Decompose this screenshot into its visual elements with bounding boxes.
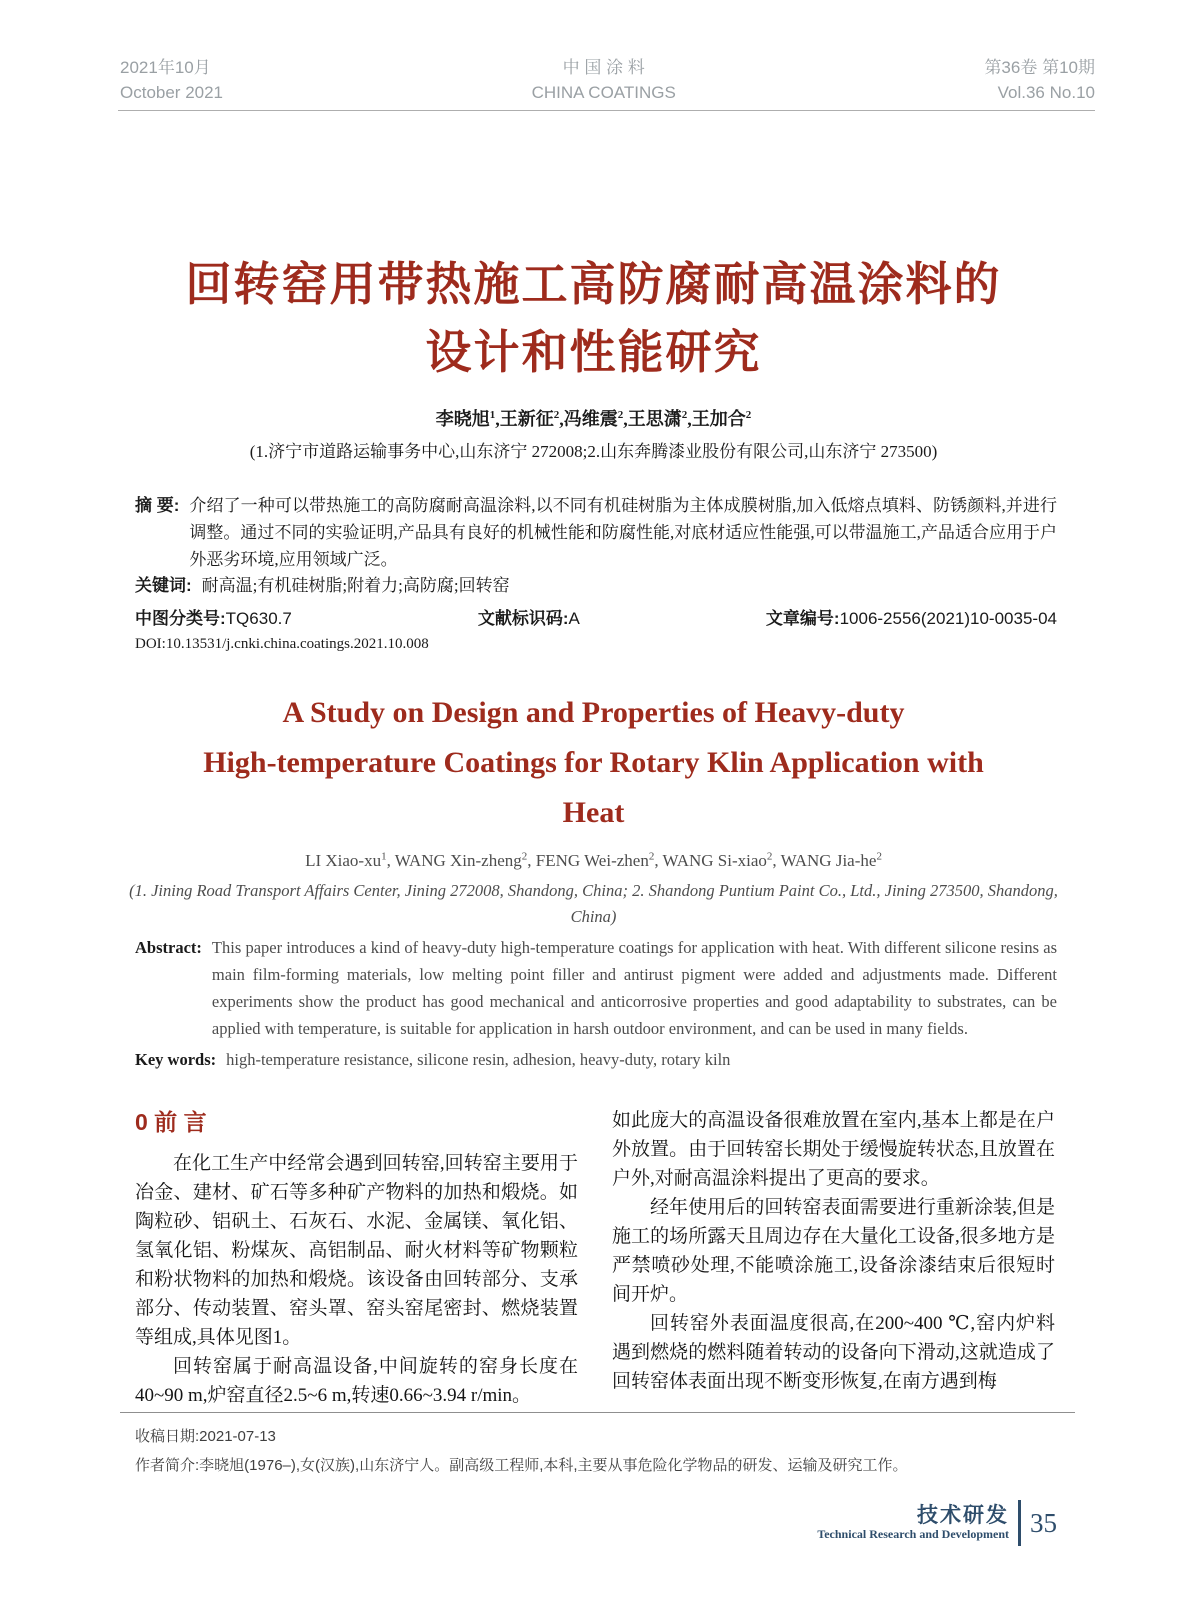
author-cn [436, 409, 500, 429]
author-separator: , [687, 409, 692, 429]
article-title-cn [0, 250, 1187, 386]
author-name: LI Xiao-xu [305, 850, 382, 870]
article-title-en-line1: A Study on Design and Properties of Heavy-duty [282, 696, 905, 729]
author-affil-sup: 1 [381, 850, 387, 862]
column-title-en: Technical Research and Development [817, 1527, 1009, 1541]
footnote [135, 1422, 1067, 1480]
header-date-cn: 2021年10月 [120, 58, 211, 77]
abstract-cn-text: 介绍了一种可以带热施工的高防腐耐高温涂料,以不同有机硅树脂为主体成膜树脂,加入低熔点填料、防锈颜料,并进行调整。通过不同的实验证明,产品具有良好的机械性能和防腐性能,对底材适应性能强,可以带温施工,产品适合应用于户外恶劣环境,应用领域广泛。 [189, 496, 1057, 569]
author-affil-sup: 2 [766, 850, 773, 862]
affiliation-cn: (1.济宁市道路运输事务中心,山东济宁 272008;2.山东奔腾漆业股份有限公司,山东济宁 273500) [249, 442, 938, 461]
author-cn [500, 409, 564, 429]
article-title-en [0, 688, 1187, 838]
abstract-en-text: This paper introduces a kind of heavy-duty high-temperature coatings for application with heat. With different silicone resins as main film-forming materials, low melting point filler and antirust pigment were added and adjustments made. Different experiments show the product has good mechanical and anticorrosive properties and good adaptability to substrates, can be applied with temperature, is suitable for application in harsh outdoor environment, and can be used in many fields. [211, 938, 1057, 1038]
keywords-en-text: high-temperature resistance, silicone resin, adhesion, heavy-duty, rotary kiln [226, 1050, 731, 1069]
article-title-en-line3: Heat [562, 796, 625, 829]
column-title-cn: 技术研发 [917, 1504, 1009, 1527]
clc-label: 中图分类号: [135, 609, 226, 628]
author-name: 王加合 [691, 409, 746, 429]
body-paragraph: 回转窑外表面温度很高,在200~400 ℃,窑内炉料遇到燃烧的燃料随着转动的设备向下滑动,这就造成了回转窑体表面出现不断变形恢复,在南方遇到梅 [612, 1313, 1055, 1392]
body-paragraph: 如此庞大的高温设备很难放置在室内,基本上都是在户外放置。由于回转窑长期处于缓慢旋转状态,且放置在户外,对耐高温涂料提出了更高的要求。 [612, 1110, 1055, 1189]
author-affil-sup: 2 [521, 850, 528, 862]
article-body [135, 1106, 1055, 1410]
author-separator: , [386, 850, 395, 870]
author-separator: , [654, 850, 663, 870]
author-affil-sup: 2 [648, 850, 655, 862]
header-divider [118, 110, 1095, 111]
running-head [120, 55, 1095, 105]
header-date-en: October 2021 [120, 83, 224, 102]
abstract-en-label: Abstract: [135, 938, 202, 957]
section-heading-0: 0 前 言 [135, 1109, 207, 1135]
author-en [305, 851, 395, 870]
author-affil-sup: 2 [553, 409, 560, 421]
body-column-right [612, 1106, 1055, 1410]
article-id-value: 1006-2556(2021)10-0035-04 [839, 609, 1057, 628]
article-id [766, 604, 1057, 629]
author-name: WANG Jia-he [780, 850, 877, 870]
author-separator: , [559, 409, 564, 429]
article-title-cn-line1: 回转窑用带热施工高防腐耐高温涂料的 [185, 258, 1002, 310]
received-date-row [135, 1422, 1067, 1451]
abstract-en [135, 934, 1057, 1042]
author-separator: , [495, 409, 500, 429]
header-issue-en: Vol.36 No.10 [997, 83, 1095, 102]
header-issue-cn: 第36卷 第10期 [984, 58, 1095, 77]
author-separator: , [772, 850, 781, 870]
author-separator: , [527, 850, 536, 870]
author-affil-sup: 2 [681, 409, 688, 421]
authors-en [0, 850, 1187, 871]
author-cn [628, 409, 692, 429]
article-title-cn-line2: 设计和性能研究 [425, 326, 762, 378]
page-number: 35 [1030, 1507, 1057, 1538]
abstract-cn-label: 摘 要: [135, 496, 180, 515]
keywords-cn [135, 572, 1057, 599]
page-footer-bar [1018, 1500, 1021, 1546]
received-date-label: 收稿日期: [135, 1428, 200, 1445]
authors-cn [0, 405, 1187, 431]
keywords-en [135, 1046, 1057, 1073]
keywords-cn-label: 关键词: [135, 576, 192, 595]
author-name: 王新征 [499, 409, 554, 429]
document-code [478, 604, 580, 629]
author-en [663, 851, 781, 870]
author-name: WANG Si-xiao [662, 850, 767, 870]
author-en [395, 851, 536, 870]
author-bio-label: 作者简介: [135, 1457, 200, 1474]
author-name: WANG Xin-zheng [394, 850, 522, 870]
author-en [536, 851, 663, 870]
body-column-left [135, 1106, 578, 1410]
author-cn [564, 409, 628, 429]
article-id-label: 文章编号: [765, 609, 840, 628]
body-paragraph: 经年使用后的回转窑表面需要进行重新涂装,但是施工的场所露天且周边存在大量化工设备,很多地方是严禁喷砂处理,不能喷涂施工,设备涂漆结束后很短时间开炉。 [612, 1197, 1055, 1305]
author-separator: , [623, 409, 628, 429]
classification-row [135, 604, 1057, 629]
header-date [120, 55, 223, 105]
author-affil-sup: 1 [489, 409, 496, 421]
document-code-label: 文献标识码: [477, 609, 569, 628]
header-journal-cn: 中 国 涂 料 [562, 58, 645, 77]
author-affil-sup: 2 [876, 850, 882, 862]
header-journal-en: CHINA COATINGS [531, 83, 676, 102]
keywords-cn-text: 耐高温;有机硅树脂;附着力;高防腐;回转窑 [201, 576, 510, 595]
clc-number [135, 604, 292, 629]
author-affil-sup: 2 [745, 409, 752, 421]
clc-value: TQ630.7 [225, 609, 292, 628]
author-name: 冯维震 [563, 409, 618, 429]
header-issue [984, 55, 1095, 105]
received-date-value: 2021-07-13 [199, 1428, 276, 1445]
author-en [781, 851, 882, 870]
article-title-en-line2: High-temperature Coatings for Rotary Klin Application with [203, 746, 984, 779]
abstract-cn [135, 492, 1057, 573]
header-journal [532, 55, 676, 105]
affiliation-en: (1. Jining Road Transport Affairs Center, Jining 272008, Shandong, China; 2. Shandong Puntium Paint Co., Ltd., Jining 273500, Shandong, China) [129, 881, 1058, 926]
author-affil-sup: 2 [617, 409, 624, 421]
author-bio-row [135, 1451, 1067, 1480]
doi: DOI:10.13531/j.cnki.china.coatings.2021.10.008 [135, 636, 429, 652]
column-title [817, 1504, 1009, 1542]
document-code-value: A [568, 609, 580, 628]
keywords-en-label: Key words: [135, 1050, 217, 1069]
body-paragraph: 在化工生产中经常会遇到回转窑,回转窑主要用于冶金、建材、矿石等多种矿产物料的加热和煅烧。如陶粒砂、铝矾土、石灰石、水泥、金属镁、氧化铝、氢氧化铝、粉煤灰、高铝制品、耐火材料等矿物颗粒和粉状物料的加热和煅烧。该设备由回转部分、支承部分、传动装置、窑头罩、窑头窑尾密封、燃烧装置等组成,具体见图1。 [135, 1153, 578, 1348]
author-name: FENG Wei-zhen [535, 850, 649, 870]
author-name: 李晓旭 [435, 409, 490, 429]
author-bio-text: 李晓旭(1976–),女(汉族),山东济宁人。副高级工程师,本科,主要从事危险化学物品的研发、运输及研究工作。 [199, 1457, 908, 1474]
author-name: 王思潇 [627, 409, 682, 429]
body-paragraph: 回转窑属于耐高温设备,中间旋转的窑身长度在40~90 m,炉窑直径2.5~6 m,转速0.66~3.94 r/min。 [135, 1356, 578, 1406]
footnote-divider [120, 1412, 1075, 1413]
author-cn [692, 409, 752, 429]
page-footer [817, 1500, 1057, 1546]
